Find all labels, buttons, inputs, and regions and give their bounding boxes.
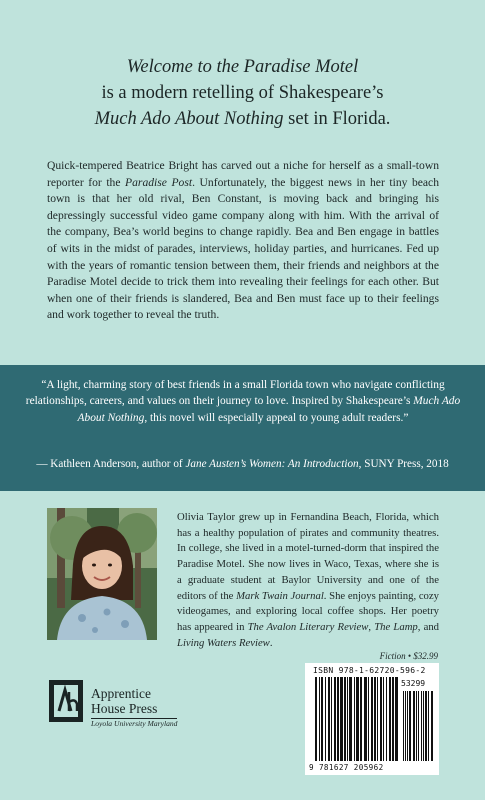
barcode-bar	[337, 677, 339, 761]
review-quote	[18, 377, 468, 426]
author-photo-illustration	[47, 508, 157, 640]
synopsis	[47, 158, 439, 324]
ah-monogram-icon	[47, 678, 85, 724]
barcode-bars	[313, 677, 435, 763]
barcode-bar	[383, 677, 384, 761]
publisher-name-line-2: House Press	[91, 701, 158, 716]
barcode-bar	[389, 677, 391, 761]
barcode-addon-bar	[421, 691, 422, 761]
headline-line-1: Welcome to the Paradise Motel	[126, 57, 359, 77]
genre-price: Fiction • $32.99	[379, 651, 438, 661]
barcode-bar	[328, 677, 330, 761]
headline-line-3	[0, 106, 485, 132]
barcode-bar	[349, 677, 352, 761]
publisher-subtitle: Loyola University Maryland	[91, 719, 178, 728]
barcode-bar	[340, 677, 343, 761]
barcode-bar	[377, 677, 378, 761]
barcode-bar	[347, 677, 348, 761]
barcode-addon-bar	[423, 691, 424, 761]
barcode-bar	[354, 677, 355, 761]
ean-number: 9 781627 205962	[309, 763, 384, 772]
barcode-bar	[371, 677, 373, 761]
barcode-bar	[319, 677, 320, 761]
barcode-addon-bar	[416, 691, 417, 761]
barcode-bar	[380, 677, 382, 761]
attribution-book: Jane Austen’s Women: An Introduction	[185, 458, 359, 470]
author-photo	[47, 508, 157, 640]
headline-rest: set in Florida.	[283, 109, 391, 129]
quote-part-1: “A light, charming story of best friends in a small Florida town who navigate conflicting relationships, careers, and values on their journey to love. Inspired by Shakespeare’s	[25, 379, 445, 408]
quote-part-2: , this novel will especially appeal to young adult readers.”	[144, 411, 409, 424]
bio-pub-3: Living Waters Review	[177, 636, 270, 649]
review-attribution	[0, 456, 485, 472]
barcode-addon-bar	[418, 691, 419, 761]
publisher-name	[91, 686, 157, 716]
barcode-bar	[395, 677, 398, 761]
barcode-bar	[360, 677, 362, 761]
barcode-bar	[334, 677, 336, 761]
bio-end: .	[269, 636, 273, 649]
barcode-bar	[344, 677, 346, 761]
bio-part-1: Olivia Taylor grew up in Fernandina Beach, Florida, which has a healthy population of pirates and community theatres. In college, she lived in a motel-turned-dorm that inspired the Paradise Motel. She now lives in Waco, Texas, where she is a graduate student at Baylor University and one of the editors of the	[177, 511, 439, 602]
attribution-post: , SUNY Press, 2018	[358, 458, 449, 470]
author-bio	[177, 510, 439, 651]
barcode-bar	[386, 677, 387, 761]
barcode-addon-bar	[413, 691, 415, 761]
attribution-pre: — Kathleen Anderson, author of	[36, 458, 186, 470]
headline-title: Much Ado About Nothing	[94, 109, 284, 129]
review-band	[0, 365, 485, 491]
isbn-text: ISBN 978-1-62720-596-2	[313, 666, 426, 675]
synopsis-part-2: . Unfortunately, the biggest news in her tiny beach town is that her old rival, Ben Constant, is moving back and bringing his depressingly successful video game company along with him. With the arrival of the company, Bea’s world begins to change rapidly. Bea and Ben engage in battles of wits in the midst of parades, interviews, holiday parties, and hurricanes. Fed up with the years of romantic tension between them, their friends and neighbors at the Paradise Motel decide to trick them into revealing their feelings for each other. But when one of their friends is slandered, Bea and Ben must face up to their feelings and work together to reveal the truth.	[47, 175, 439, 322]
synopsis-part-1: Quick-tempered Beatrice Bright has carved out a niche for herself as a small-town reporter for the	[47, 159, 439, 189]
barcode-addon-bar	[431, 691, 433, 761]
barcode-bar	[325, 677, 326, 761]
barcode-bar	[321, 677, 323, 761]
barcode-bar	[356, 677, 359, 761]
barcode-addon-bar	[428, 691, 429, 761]
headline-line-2: is a modern retelling of Shakespeare’s	[101, 83, 384, 103]
barcode-addon-bar	[409, 691, 411, 761]
bio-journal: Mark Twain Journal	[236, 589, 324, 602]
barcode-bar	[364, 677, 367, 761]
barcode-addon-bar	[405, 691, 406, 761]
barcode-addon-bar	[407, 691, 408, 761]
barcode-addon-number: 53299	[401, 679, 426, 688]
barcode-bar	[374, 677, 376, 761]
isbn-barcode	[305, 663, 439, 775]
barcode-bar	[368, 677, 369, 761]
barcode-bar	[331, 677, 332, 761]
bio-part-2: . She enjoys painting, cozy videogames, and exploring local coffee shops. Her poetry has appeared in	[177, 589, 439, 633]
publisher-name-line-1: Apprentice	[91, 686, 151, 701]
bio-pub-1: The Avalon Literary Review	[247, 620, 369, 633]
bio-sep-2: , and	[417, 620, 440, 633]
barcode-bar	[315, 677, 317, 761]
barcode-addon-bar	[425, 691, 427, 761]
barcode-bar	[392, 677, 394, 761]
synopsis-paper: Paradise Post	[125, 175, 193, 189]
quote-title: Much Ado About Nothing	[77, 395, 461, 424]
barcode-addon-bar	[403, 691, 404, 761]
bio-sep-1: ,	[368, 620, 375, 633]
headline	[0, 54, 485, 132]
bio-pub-2: The Lamp	[374, 620, 418, 633]
